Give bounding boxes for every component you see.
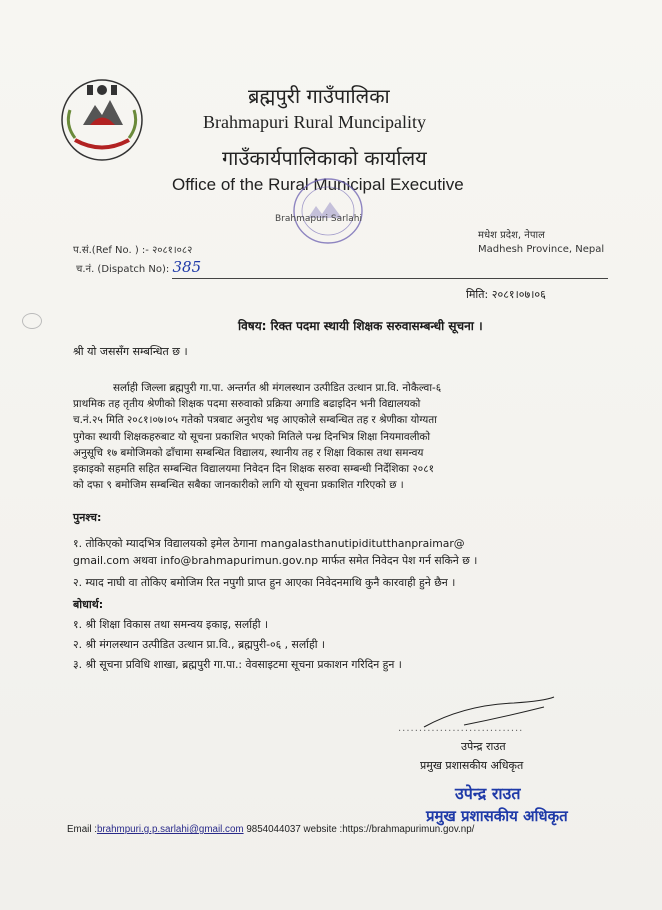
ps-item-1 (73, 535, 477, 569)
body-line: को दफा ९ बमोजिम सम्बन्धित सबैका जानकारीको लागि यो सूचना प्रकाशित गरिएको छ । (73, 479, 404, 492)
website-link[interactable]: https://brahmapurimun.gov.np/ (342, 824, 475, 835)
body-line: अनुसूचि १७ बमोजिमको ढाँचामा सम्बन्धित विद्यालय, स्थानीय तह र शिक्षा विकास तथा समन्वय (73, 446, 424, 459)
dispatch-value: 385 (172, 258, 202, 276)
stamp-text: Brahmapuri Sarlahi (275, 214, 363, 224)
body-line: सर्लाही जिल्ला ब्रह्मपुरी गा.पा. अन्तर्गत श्री मंगलस्थान उत्पीडित उत्थान प्रा.वि. नोकैल्वा-६ (113, 382, 442, 394)
letter-date: मिति: २०८१।०७।०६ (466, 288, 546, 301)
office-name-nepali: गाउँकार्यपालिकाको कार्यालय (222, 146, 427, 170)
signatory-name: उपेन्द्र राउत (461, 740, 506, 753)
stamp-signatory-name: उपेन्द्र राउत (455, 784, 521, 803)
cc-item: ३. श्री सूचना प्रविधि शाखा, ब्रह्मपुरी गा.पा.: वेवसाइटमा सूचना प्रकाशन गरिदिन हुन । (73, 658, 402, 671)
ps-item-2: २. म्याद नाघी वा तोकिए बमोजिम रित नपुगी प्राप्त हुन आएका निवेदनमाथि कुनै कारवाही हुने छैन । (73, 576, 456, 589)
body-line: च.नं.२५ मिति २०८१।०७।०५ गतेको पत्रबाट अनुरोध भइ आएकोले सम्बन्धित तह र श्रेणीका योग्यता (73, 414, 437, 427)
office-stamp-icon (268, 178, 378, 248)
letter-salutation: श्री यो जससँग सम्बन्धित छ । (73, 345, 188, 358)
signatory-title: प्रमुख प्रशासकीय अधिकृत (420, 759, 524, 772)
cc-item: २. श्री मंगलस्थान उत्पीडित उत्थान प्रा.वि., ब्रह्मपुरी-०६ , सर्लाही । (73, 638, 326, 651)
footer-contact (67, 824, 474, 835)
cc-heading: बोधार्थ: (73, 598, 104, 611)
province-nepali: मधेश प्रदेश, नेपाल (478, 230, 545, 241)
org-name-english: Brahmapuri Rural Muncipality (203, 112, 426, 132)
stamp-signatory-title: प्रमुख प्रशासकीय अधिकृत (426, 807, 568, 825)
header-divider (172, 278, 608, 279)
nepal-emblem-icon (55, 70, 150, 165)
dispatch-label: च.नं. (Dispatch No): (76, 264, 170, 275)
email-label: Email : (67, 824, 97, 835)
phone-number: 9854044037 (246, 824, 301, 835)
body-line: प्राथमिक तह तृतीय श्रेणीको शिक्षक पदमा सरुवाको प्रक्रिया अगाडि बढाइदिन भनी विद्यालयको (73, 398, 421, 411)
body-line: इकाइको सहमति सहित सम्बन्धित विद्यालयमा निवेदन दिन शिक्षक सरुवा सम्बन्धी निर्देशिका २०८१ (73, 463, 434, 476)
province-english: Madhesh Province, Nepal (478, 244, 605, 255)
cc-item: १. श्री शिक्षा विकास तथा समन्वय इकाइ, सर्लाही । (73, 618, 269, 631)
ref-number (73, 242, 192, 256)
dispatch-number (76, 258, 201, 276)
office-name-english: Office of the Rural Municipal Executive (172, 175, 464, 194)
email-link[interactable]: brahmpuri.g.p.sarlahi@gmail.com (96, 824, 244, 835)
ref-value: २०८१।०८२ (152, 245, 193, 256)
signature-dots: .............................. (398, 723, 524, 734)
punch-hole (22, 313, 42, 329)
body-line: पुगेका स्थायी शिक्षकहरुबाट यो सूचना प्रकाशित भएको मितिले पन्ध्र दिनभित्र शिक्षा नियमावलीको (73, 430, 431, 443)
ps-item-1-line-2: gmail.com अथवा info@brahmapurimun.gov.np मार्फत समेत निवेदन पेश गर्न सकिने छ । (73, 554, 478, 567)
letter-subject: विषय: रिक्त पदमा स्थायी शिक्षक सरुवासम्बन्धी सूचना । (238, 319, 483, 333)
ps-heading: पुनश्च: (73, 511, 102, 524)
org-name-nepali: ब्रह्मपुरी गाउँपालिका (248, 84, 390, 108)
website-label: website : (303, 824, 343, 835)
letter-body (73, 380, 565, 493)
ps-item-1-line-1: १. तोकिएको म्यादभित्र विद्यालयको इमेल ठेगाना mangalasthanutipiditutthanpraimar@ (73, 537, 465, 550)
ref-label: प.सं.(Ref No. ) :- (73, 245, 149, 256)
